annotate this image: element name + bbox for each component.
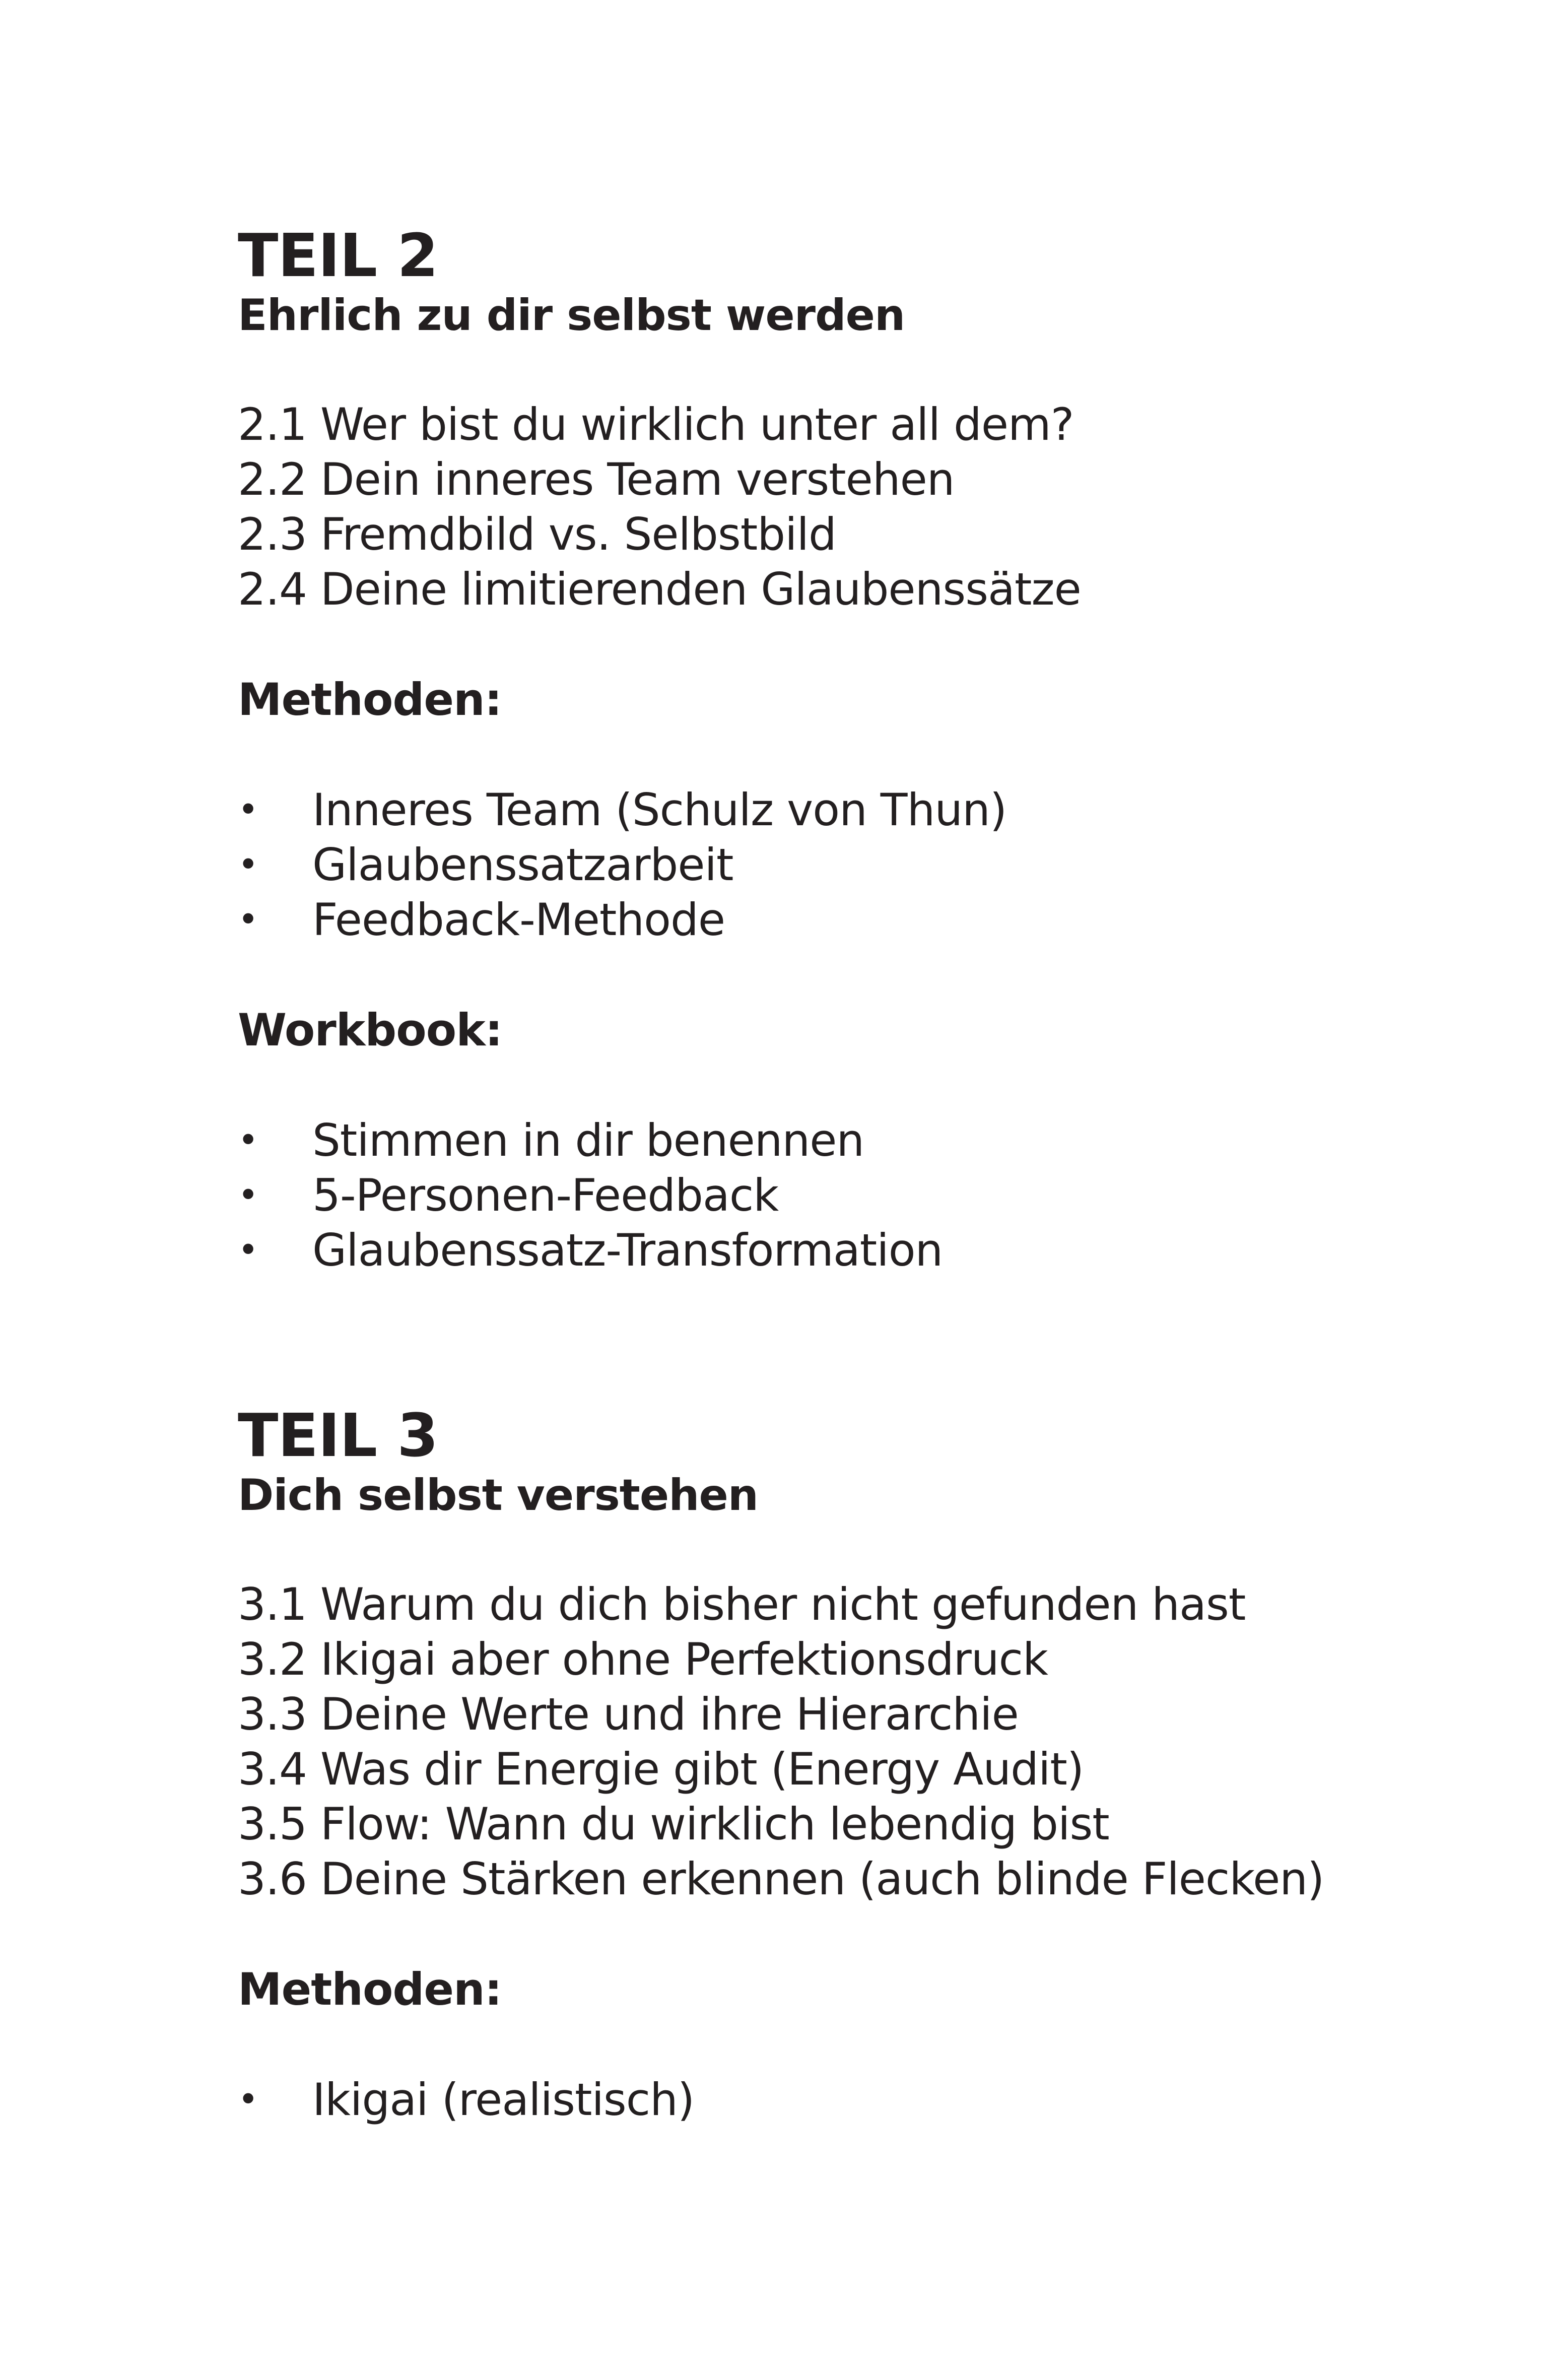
list-item <box>238 2072 1447 2127</box>
part-title: TEIL 3 <box>238 1401 438 1470</box>
methods-heading: Methoden: <box>238 1963 502 2015</box>
chapter-item: 3.4 Was dir Energie gibt (Energy Audit) <box>238 1743 1084 1795</box>
bullet-icon: • <box>238 2079 258 2120</box>
list-item <box>238 782 1447 837</box>
list-item-text: 5-Personen-Feedback <box>312 1169 779 1221</box>
list-item-text: Glaubenssatz-Transformation <box>312 1224 943 1276</box>
bullet-icon: • <box>238 1119 258 1161</box>
chapter-list <box>238 397 1447 617</box>
bullet-icon: • <box>238 789 258 830</box>
bullet-icon: • <box>238 899 258 940</box>
chapter-item: 3.3 Deine Werte und ihre Hierarchie <box>238 1688 1019 1740</box>
list-item-text: Inneres Team (Schulz von Thun) <box>312 784 1007 836</box>
part-subtitle: Ehrlich zu dir selbst werden <box>238 290 905 341</box>
part-title: TEIL 2 <box>238 221 438 290</box>
chapter-item: 2.1 Wer bist du wirklich unter all dem? <box>238 399 1074 450</box>
workbook-list <box>238 1113 1447 1278</box>
methods-heading: Methoden: <box>238 674 502 725</box>
chapter-item: 3.1 Warum du dich bisher nicht gefunden hast <box>238 1578 1246 1630</box>
list-item <box>238 1113 1447 1168</box>
bullet-icon: • <box>238 1174 258 1216</box>
chapter-item: 2.4 Deine limitierenden Glaubenssätze <box>238 563 1081 615</box>
list-item-text: Ikigai (realistisch) <box>312 2074 695 2126</box>
workbook-heading: Workbook: <box>238 1004 502 1056</box>
bullet-icon: • <box>238 844 258 885</box>
part-subtitle: Dich selbst verstehen <box>238 1470 759 1520</box>
list-item <box>238 892 1447 947</box>
chapter-list <box>238 1577 1447 1906</box>
chapter-item: 2.3 Fremdbild vs. Selbstbild <box>238 508 836 560</box>
section-spacer <box>238 1278 1447 1402</box>
chapter-item: 3.5 Flow: Wann du wirklich lebendig bist <box>238 1798 1109 1850</box>
chapter-item: 2.2 Dein inneres Team verstehen <box>238 453 955 505</box>
list-item <box>238 1223 1447 1278</box>
methods-list <box>238 782 1447 947</box>
part-3-section <box>238 1402 1447 2127</box>
list-item-text: Stimmen in dir benennen <box>312 1114 864 1166</box>
part-2-section <box>238 222 1447 1278</box>
chapter-item: 3.6 Deine Stärken erkennen (auch blinde Flecken) <box>238 1853 1324 1905</box>
document-page <box>238 222 1447 2127</box>
list-item <box>238 837 1447 892</box>
chapter-item: 3.2 Ikigai aber ohne Perfektionsdruck <box>238 1633 1048 1685</box>
bullet-icon: • <box>238 1229 258 1271</box>
list-item <box>238 1168 1447 1223</box>
methods-list <box>238 2072 1447 2127</box>
list-item-text: Glaubenssatzarbeit <box>312 839 733 891</box>
list-item-text: Feedback-Methode <box>312 894 725 946</box>
